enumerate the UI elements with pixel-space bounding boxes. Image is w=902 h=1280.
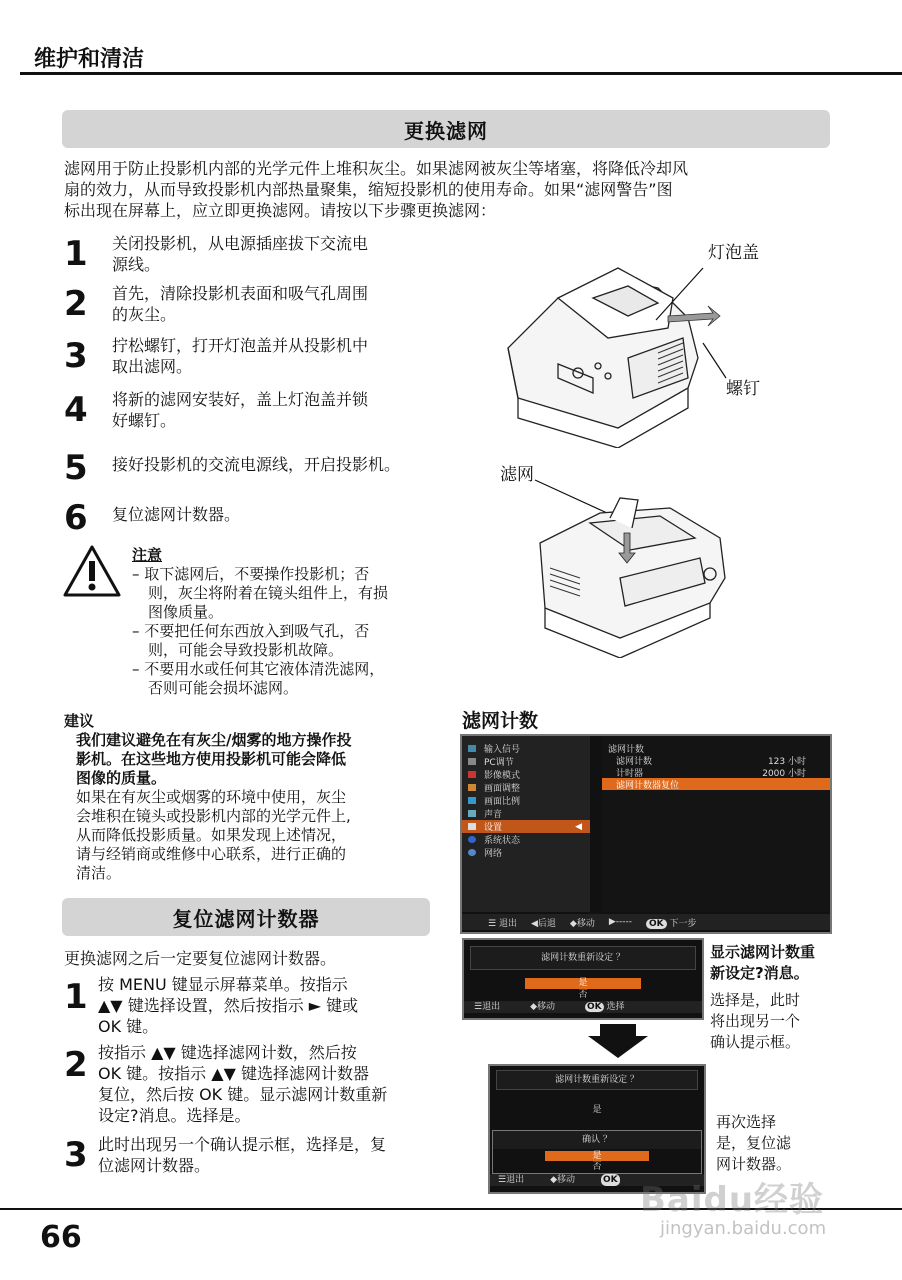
dialog-footer: [464, 1001, 702, 1013]
speaker-icon: [468, 810, 476, 817]
osd-row-value: 2000 小时: [762, 768, 806, 779]
advice-line: 如果在有灰尘或烟雾的环境中使用，灰尘: [76, 788, 347, 806]
watermark-url: jingyan.baidu.com: [660, 1218, 827, 1239]
osd-right-panel: [602, 736, 830, 912]
ok-icon: OK: [603, 1175, 618, 1185]
confirm-no-option[interactable]: 否: [592, 1162, 602, 1172]
osd-item-label: 影像模式: [484, 771, 521, 781]
osd-item-label: 网络: [484, 849, 503, 859]
up-down-icon: ◆: [569, 918, 577, 929]
caution-line: – 不要用水或任何其它液体清洗滤网，: [132, 660, 385, 678]
step-number: 1: [64, 234, 88, 274]
step-text: 按 MENU 键显示屏幕菜单。按指示: [98, 975, 348, 994]
caution-title: 注意: [132, 546, 163, 564]
intro-line: 扇的效力，从而导致投影机内部热量聚集，缩短投影机的使用寿命。如果“滤网警告”图: [64, 180, 673, 199]
osd-item-setting[interactable]: [462, 820, 590, 833]
step-text: 设定?消息。选择是。: [98, 1106, 251, 1125]
right-triangle-icon: ▶: [608, 917, 616, 927]
caution-box: [132, 546, 452, 698]
step-text: 好螺钉。: [112, 411, 177, 430]
left-arrow-icon: ◀: [575, 821, 582, 832]
osd-footer: [462, 914, 830, 930]
watermark-logo: Baidu经验: [640, 1180, 825, 1220]
step-number: 2: [64, 284, 88, 324]
ok-icon: OK: [646, 919, 667, 929]
step-text: 此时出现另一个确认提示框，选择是，复: [98, 1135, 387, 1154]
step-text: 位滤网计数器。: [98, 1156, 211, 1175]
step-text: 将新的滤网安装好，盖上灯泡盖并锁: [112, 390, 369, 409]
step-number: 2: [64, 1045, 88, 1085]
reset-intro: 更换滤网之后一定要复位滤网计数器。: [64, 949, 337, 968]
footer-label: 移动: [576, 918, 595, 929]
step-number: 1: [64, 977, 88, 1017]
input-signal-icon: [468, 745, 476, 752]
caution-line: 否则可能会损坏滤网。: [148, 679, 299, 697]
section-bar-replace-filter: [62, 110, 830, 148]
step-number: 6: [64, 498, 88, 538]
image-mode-icon: [468, 771, 476, 778]
advice-line: 清洁。: [76, 864, 122, 882]
confirm-title: 确认 ？: [493, 1131, 701, 1149]
step-number: 3: [64, 336, 88, 376]
note-line: 显示滤网计数重: [710, 943, 816, 961]
left-triangle-icon: ◀: [530, 918, 538, 929]
setting-icon: [468, 823, 476, 830]
osd-row-label: 滤网计数: [616, 756, 653, 767]
page-number: 66: [40, 1220, 82, 1255]
reset-dialog-1: [462, 938, 704, 1020]
footer-label: 退出: [498, 918, 517, 929]
menu-icon: ☰: [488, 918, 499, 929]
section-title: 复位滤网计数器: [172, 906, 320, 931]
note-3: [716, 1112, 836, 1175]
osd-item-input[interactable]: [462, 742, 590, 755]
projector-illustration-filter: [520, 478, 740, 658]
note-line: 再次选择: [716, 1113, 777, 1131]
step-text: 取出滤网。: [112, 357, 193, 376]
step-text: ▲▼ 键选择设置，然后按指示 ► 键或: [98, 996, 359, 1015]
caution-line: – 不要把任何东西放入到吸气孔，否: [132, 622, 370, 640]
osd-item-label: 输入信号: [484, 745, 521, 755]
footer-label: 退出: [506, 1175, 525, 1185]
dialog-yes-option[interactable]: 是: [592, 1105, 602, 1115]
section-bar-reset-counter: [62, 898, 430, 936]
footer-next-dash: [609, 917, 632, 927]
menu-icon: ☰: [474, 1002, 483, 1012]
advice-bold-line: 我们建议避免在有灰尘/烟雾的地方操作投: [76, 731, 352, 749]
dialog-yes-option[interactable]: 是: [525, 978, 641, 989]
footer-label: 下一步: [669, 918, 697, 929]
footer-label: 选择: [606, 1002, 625, 1012]
intro-line: 滤网用于防止投影机内部的光学元件上堆积灰尘。如果滤网被灰尘等堵塞，将降低冷却风: [64, 159, 689, 178]
footer-next: [646, 916, 697, 929]
step-text: 接好投影机的交流电源线，开启投影机。: [112, 455, 401, 474]
osd-item-label: 设置: [484, 823, 503, 833]
osd-item-image-mode[interactable]: [462, 768, 590, 781]
advice-bold-line: 影机。在这些地方使用投影机可能会降低: [76, 750, 347, 768]
up-down-icon: ◆: [550, 1175, 558, 1185]
advice-line: 会堆积在镜头或投影机内部的光学元件上,: [76, 807, 351, 825]
osd-item-pc[interactable]: [462, 755, 590, 768]
note-line: 选择是，此时: [710, 991, 801, 1009]
osd-item-picture[interactable]: [462, 781, 590, 794]
caution-line: 图像质量。: [148, 603, 224, 621]
osd-item-label: 系统状态: [484, 836, 521, 846]
note-line: 将出现另一个: [710, 1012, 801, 1030]
footer-label: 后退: [537, 918, 556, 929]
osd-row-filter-reset[interactable]: [602, 778, 830, 790]
step-number: 3: [64, 1135, 88, 1175]
step-text: 源线。: [112, 255, 161, 274]
step-text: 复位，然后按 OK 键。显示滤网计数重新: [98, 1085, 388, 1104]
osd-item-aspect[interactable]: [462, 794, 590, 807]
osd-row-filter-counter[interactable]: [602, 754, 830, 766]
note-1: [710, 942, 840, 984]
intro-line: 标出现在屏幕上，应立即更换滤网。请按以下步骤更换滤网：: [64, 201, 497, 220]
label-lamp-cover: 灯泡盖: [708, 243, 759, 263]
osd-right-header: 滤网计数: [608, 744, 645, 755]
confirm-yes-option[interactable]: 是: [545, 1151, 649, 1161]
projector-illustration-top: [498, 258, 728, 448]
step-text: 按指示 ▲▼ 键选择滤网计数，然后按: [98, 1043, 357, 1062]
note-line: 是，复位滤: [716, 1134, 792, 1152]
filter-counter-title: 滤网计数: [462, 710, 539, 732]
info-icon: [468, 836, 476, 843]
footer-label: 移动: [557, 1175, 576, 1185]
pc-icon: [468, 758, 476, 765]
section-title: 更换滤网: [404, 118, 488, 143]
step-number: 5: [64, 448, 88, 488]
advice-bold-line: 图像的质量。: [76, 769, 167, 787]
step-text: 复位滤网计数器。: [112, 505, 241, 524]
step-text: 拧松螺钉，打开灯泡盖并从投影机中: [112, 336, 369, 355]
footer-label: -----: [615, 917, 632, 927]
caution-line: 则，灰尘将附着在镜头组件上，有损: [148, 584, 389, 602]
up-down-icon: ◆: [530, 1002, 538, 1012]
osd-item-label: 画面调整: [484, 784, 521, 794]
footer-back: [531, 916, 556, 929]
menu-icon: ☰: [498, 1175, 507, 1185]
osd-item-network[interactable]: [462, 846, 590, 859]
page-header-title: 维护和清洁: [34, 47, 145, 72]
warning-icon: [62, 544, 122, 598]
note-line: 新设定?消息。: [710, 964, 809, 982]
note-line: 网计数器。: [716, 1155, 792, 1173]
caution-line: – 取下滤网后，不要操作投影机；否: [132, 565, 370, 583]
label-screw: 螺钉: [726, 379, 760, 399]
dialog-title: 滤网计数重新设定 ？: [470, 946, 696, 970]
osd-item-label: 画面比例: [484, 797, 521, 807]
osd-item-sound[interactable]: [462, 807, 590, 820]
step-number: 4: [64, 390, 88, 430]
note-line: 确认提示框。: [710, 1033, 801, 1051]
osd-row-label: 滤网计数器复位: [616, 780, 680, 791]
step-text: OK 键。: [98, 1017, 159, 1036]
footer-move: [570, 916, 595, 929]
intro-paragraph: [64, 158, 844, 221]
step-text: 的灰尘。: [112, 305, 177, 324]
dialog-title: 滤网计数重新设定 ？: [496, 1070, 698, 1090]
step-text: OK 键。按指示 ▲▼ 键选择滤网计数器: [98, 1064, 369, 1083]
header-rule: [20, 72, 902, 75]
down-arrow-icon: [588, 1024, 648, 1058]
osd-item-label: 声音: [484, 810, 503, 820]
footer-exit: [488, 916, 517, 929]
advice-line: 从而降低投影质量。如果发现上述情况，: [76, 826, 347, 844]
network-icon: [468, 849, 476, 856]
caution-line: 则，可能会导致投影机故障。: [148, 641, 344, 659]
label-filter: 滤网: [500, 465, 534, 485]
osd-item-status[interactable]: [462, 833, 590, 846]
aspect-icon: [468, 797, 476, 804]
osd-menu: [460, 734, 832, 934]
ok-icon: OK: [587, 1002, 602, 1012]
step-text: 关闭投影机，从电源插座拔下交流电: [112, 234, 369, 253]
advice-line: 请与经销商或维修中心联系，进行正确的: [76, 845, 347, 863]
osd-row-label: 计时器: [616, 768, 644, 779]
confirm-box: [492, 1130, 702, 1174]
footer-label: 退出: [482, 1002, 501, 1012]
osd-row-value: 123 小时: [767, 756, 806, 767]
osd-item-label: PC调节: [484, 758, 514, 768]
note-2: [710, 990, 840, 1053]
dialog-no-option[interactable]: 否: [578, 990, 588, 1000]
footer-label: 移动: [537, 1002, 556, 1012]
osd-left-panel: [462, 736, 590, 912]
advice-box: [64, 712, 444, 883]
advice-title: 建议: [64, 712, 95, 730]
osd-row-timer[interactable]: [602, 766, 830, 778]
step-text: 首先，清除投影机表面和吸气孔周围: [112, 284, 369, 303]
picture-adjust-icon: [468, 784, 476, 791]
